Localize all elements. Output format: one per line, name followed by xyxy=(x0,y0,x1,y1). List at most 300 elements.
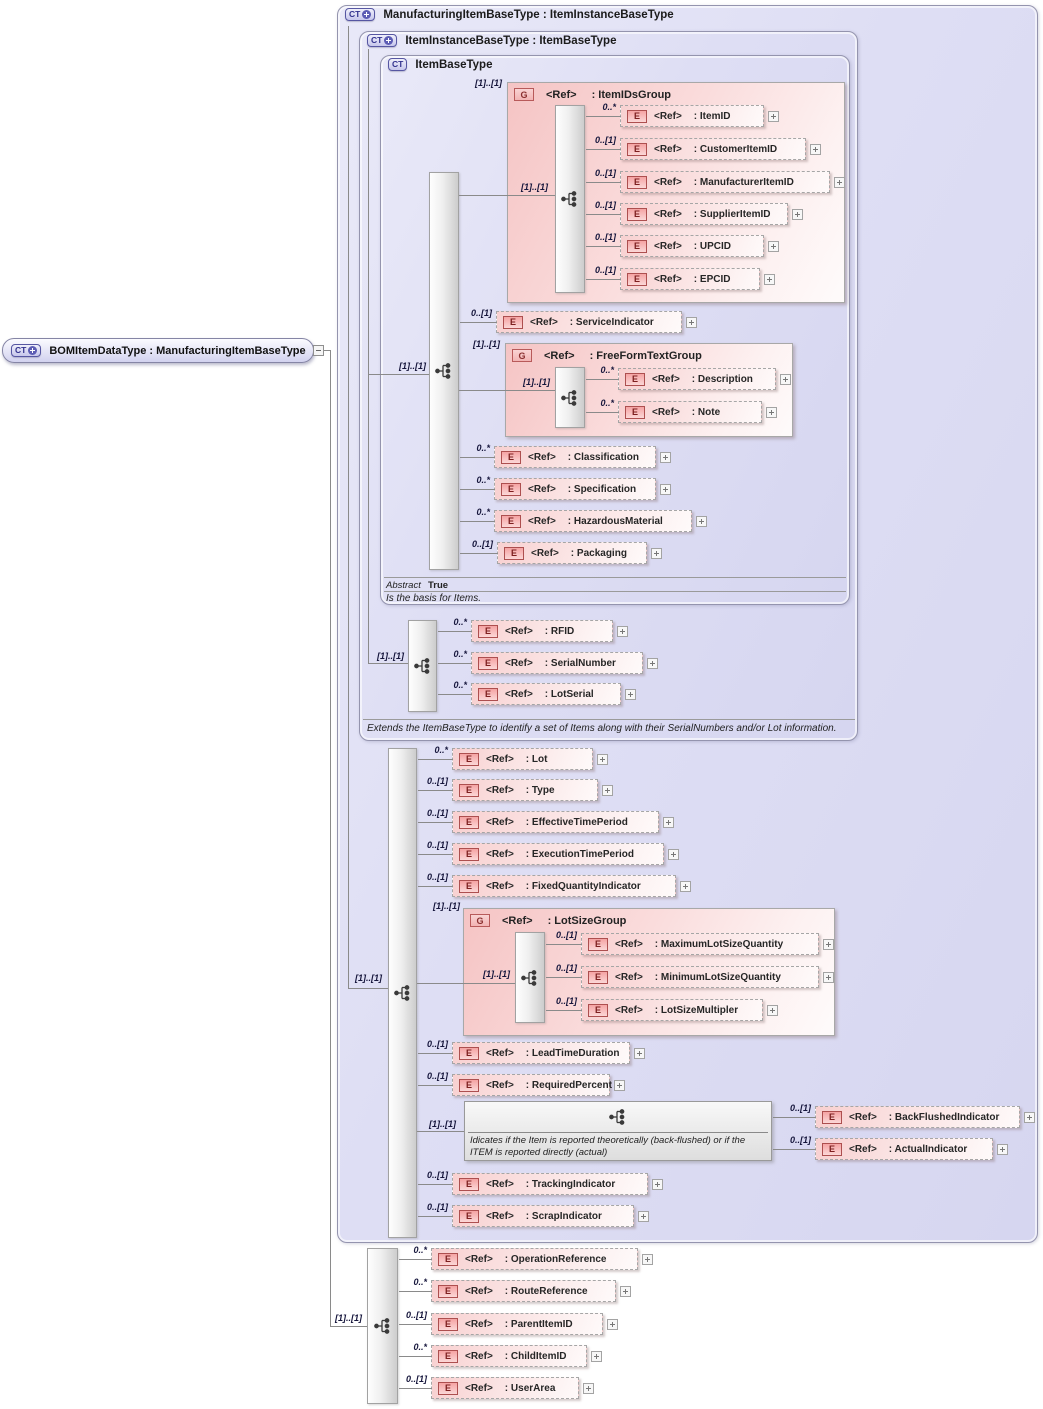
expand-icon[interactable] xyxy=(768,241,779,252)
ref-keyword: <Ref> xyxy=(528,451,556,463)
ref-keyword: <Ref> xyxy=(849,1143,877,1155)
connector-line xyxy=(460,521,495,522)
element-icon: E xyxy=(627,240,647,253)
cardinality-label: 0..* xyxy=(600,365,614,375)
sequence-compositor-bar[interactable] xyxy=(555,105,585,293)
cardinality-label: 0..* xyxy=(600,398,614,408)
element-label: : HazardousMaterial xyxy=(567,515,663,527)
element-node-minimumlotsizequantity[interactable] xyxy=(555,963,819,988)
cardinality-label: [1]..[1] xyxy=(433,901,460,911)
cardinality-label: 0..[1] xyxy=(471,539,493,549)
collapse-icon[interactable] xyxy=(313,345,324,356)
cardinality-label: [1]..[1] xyxy=(429,1119,456,1129)
group-header xyxy=(514,88,671,101)
connector-line xyxy=(418,759,453,760)
cardinality-label: 0..* xyxy=(413,1277,427,1287)
element-node-parentitemid[interactable] xyxy=(405,1310,603,1335)
cardinality-label: 0..* xyxy=(453,617,467,627)
ref-keyword: <Ref> xyxy=(849,1111,877,1123)
cardinality-label: 0..* xyxy=(602,102,616,112)
element-node-type[interactable] xyxy=(426,776,598,801)
expand-icon[interactable] xyxy=(766,407,777,418)
element-icon: E xyxy=(459,880,479,893)
element-label: : FixedQuantityIndicator xyxy=(525,880,641,892)
ref-keyword: <Ref> xyxy=(465,1318,493,1330)
element-label: : UserArea xyxy=(504,1382,556,1394)
element-label: : ManufacturerItemID xyxy=(693,176,794,188)
complextype-icon: CT xyxy=(11,344,41,357)
cardinality-label: [1]..[1] xyxy=(521,182,548,192)
element-node-lot[interactable] xyxy=(434,745,593,770)
element-node-routereference[interactable] xyxy=(413,1277,616,1302)
sequence-icon xyxy=(374,1318,392,1334)
element-node-requiredpercent[interactable] xyxy=(426,1071,612,1096)
element-node-leadtimeduration[interactable] xyxy=(426,1039,630,1064)
derived-plus-icon xyxy=(384,36,393,45)
expand-icon[interactable] xyxy=(602,785,613,796)
element-label: : Classification xyxy=(567,451,639,463)
connector-line xyxy=(348,988,388,989)
ref-keyword: <Ref> xyxy=(615,971,643,983)
element-node-itemid[interactable] xyxy=(602,102,764,127)
element-label: : EPCID xyxy=(693,273,731,285)
element-icon: E xyxy=(459,784,479,797)
element-label: : Note xyxy=(691,406,721,418)
group-label: : ItemIDsGroup xyxy=(591,88,672,101)
element-node-effectivetimeperiod[interactable] xyxy=(426,808,659,833)
cardinality-label: 0..[1] xyxy=(594,168,616,178)
ref-keyword: <Ref> xyxy=(486,753,514,765)
element-label: : RequiredPercent xyxy=(525,1079,612,1091)
connector-line xyxy=(586,116,621,117)
element-label: : ChildItemID xyxy=(504,1350,567,1362)
expand-icon[interactable] xyxy=(634,1048,645,1059)
connector-line xyxy=(438,694,472,695)
element-node-lotsizemultipler[interactable] xyxy=(555,996,763,1021)
element-icon: E xyxy=(478,625,498,638)
derived-plus-icon xyxy=(28,346,37,355)
element-node-lotserial[interactable] xyxy=(453,680,621,705)
connector-line xyxy=(399,1259,432,1260)
group-icon: G xyxy=(514,88,534,101)
ref-keyword: <Ref> xyxy=(486,848,514,860)
expand-icon[interactable] xyxy=(764,274,775,285)
element-icon: E xyxy=(627,176,647,189)
element-icon: E xyxy=(459,848,479,861)
ref-keyword: <Ref> xyxy=(486,784,514,796)
cardinality-label: 0..* xyxy=(476,507,490,517)
connector-line xyxy=(460,322,497,323)
connector-line xyxy=(586,182,621,183)
group-icon: G xyxy=(512,349,532,362)
element-icon: E xyxy=(459,1047,479,1060)
element-icon: E xyxy=(588,971,608,984)
type-header-itembasetype[interactable] xyxy=(388,58,492,71)
ref-keyword: <Ref> xyxy=(465,1350,493,1362)
element-icon: E xyxy=(459,1079,479,1092)
element-node-hazardousmaterial[interactable] xyxy=(476,507,692,532)
cardinality-label: [1]..[1] xyxy=(355,973,382,983)
sequence-icon xyxy=(435,363,453,379)
element-icon: E xyxy=(627,208,647,221)
expand-icon[interactable] xyxy=(668,849,679,860)
complextype-icon: CT xyxy=(345,8,375,21)
cardinality-label: 0..[1] xyxy=(426,1170,448,1180)
ref-keyword: <Ref> xyxy=(505,688,533,700)
element-icon: E xyxy=(459,1178,479,1191)
element-node-fixedquantityindicator[interactable] xyxy=(426,872,676,897)
element-label: : Packaging xyxy=(570,547,627,559)
ref-keyword: <Ref> xyxy=(486,1210,514,1222)
element-label: : RFID xyxy=(544,625,575,637)
element-node-packaging[interactable] xyxy=(471,539,647,564)
expand-icon[interactable] xyxy=(792,209,803,220)
element-icon: E xyxy=(625,373,645,386)
expand-icon[interactable] xyxy=(663,817,674,828)
cardinality-label: 0..[1] xyxy=(426,776,448,786)
element-icon: E xyxy=(588,1004,608,1017)
expand-icon[interactable] xyxy=(597,754,608,765)
ref-keyword: <Ref> xyxy=(465,1253,493,1265)
expand-icon[interactable] xyxy=(834,177,845,188)
element-icon: E xyxy=(438,1350,458,1363)
model-group-annotation-box[interactable] xyxy=(464,1101,772,1161)
element-icon: E xyxy=(627,110,647,123)
expand-icon[interactable] xyxy=(651,548,662,559)
element-icon: E xyxy=(459,753,479,766)
ref-keyword: <Ref> xyxy=(505,625,533,637)
group-header xyxy=(512,349,702,362)
ref-keyword: <Ref> xyxy=(486,1079,514,1091)
cardinality-label: 0..* xyxy=(413,1245,427,1255)
element-label: : ServiceIndicator xyxy=(569,316,654,328)
connector-line xyxy=(368,663,408,664)
connector-line xyxy=(418,1053,453,1054)
element-node-serviceindicator[interactable] xyxy=(470,308,682,333)
cardinality-label: 0..[1] xyxy=(405,1374,427,1384)
cardinality-label: [1]..[1] xyxy=(399,361,426,371)
element-label: : CustomerItemID xyxy=(693,143,778,155)
element-node-upcid[interactable] xyxy=(594,232,764,257)
root-type-node-bomitemdatatype[interactable] xyxy=(2,338,314,363)
type-header-iteminstancebasetype[interactable] xyxy=(367,34,616,47)
connector-line xyxy=(368,49,369,663)
element-icon: E xyxy=(438,1318,458,1331)
element-icon: E xyxy=(478,657,498,670)
connector-line xyxy=(418,1085,453,1086)
cardinality-label: [1]..[1] xyxy=(523,377,550,387)
sequence-icon xyxy=(465,1102,771,1132)
expand-icon[interactable] xyxy=(780,374,791,385)
connector-line xyxy=(330,350,331,1326)
connector-line xyxy=(586,246,621,247)
ref-keyword: <Ref> xyxy=(486,1178,514,1190)
ref-keyword: <Ref> xyxy=(652,406,680,418)
element-icon: E xyxy=(459,816,479,829)
complextype-icon: CT xyxy=(367,34,397,47)
element-label: : EffectiveTimePeriod xyxy=(525,816,628,828)
cardinality-label: 0..[1] xyxy=(594,135,616,145)
cardinality-label: 0..* xyxy=(476,443,490,453)
ref-keyword: <Ref> xyxy=(486,1047,514,1059)
element-icon: E xyxy=(822,1111,842,1124)
ref-keyword: <Ref> xyxy=(615,938,643,950)
cardinality-label: 0..[1] xyxy=(426,1039,448,1049)
cardinality-label: 0..[1] xyxy=(426,872,448,882)
ref-keyword: <Ref> xyxy=(652,373,680,385)
cardinality-label: 0..[1] xyxy=(789,1103,811,1113)
cardinality-label: 0..[1] xyxy=(470,308,492,318)
expand-icon[interactable] xyxy=(823,939,834,950)
element-icon: E xyxy=(501,451,521,464)
connector-line xyxy=(586,279,621,280)
ref-keyword: <Ref> xyxy=(528,483,556,495)
ref-keyword: <Ref> xyxy=(544,349,575,362)
expand-icon[interactable] xyxy=(686,317,697,328)
expand-icon[interactable] xyxy=(617,626,628,637)
connector-line xyxy=(418,822,453,823)
expand-icon[interactable] xyxy=(583,1383,594,1394)
sequence-compositor-bar[interactable] xyxy=(367,1248,398,1404)
element-icon: E xyxy=(459,1210,479,1223)
element-icon: E xyxy=(625,406,645,419)
group-label: : FreeFormTextGroup xyxy=(589,349,702,362)
element-node-description[interactable] xyxy=(600,365,776,390)
element-node-epcid[interactable] xyxy=(594,265,760,290)
documentation-text: Is the basis for Items. xyxy=(386,593,482,604)
element-label: : Lot xyxy=(525,753,548,765)
sequence-icon xyxy=(561,191,579,207)
cardinality-label: 0..* xyxy=(434,745,448,755)
expand-icon[interactable] xyxy=(823,972,834,983)
connector-line xyxy=(459,195,555,196)
expand-icon[interactable] xyxy=(660,452,671,463)
connector-line xyxy=(399,1324,432,1325)
element-node-serialnumber[interactable] xyxy=(453,649,643,674)
connector-line xyxy=(418,1184,453,1185)
connector-line xyxy=(546,944,582,945)
element-label: : ScrapIndicator xyxy=(525,1210,602,1222)
element-label: : ActualIndicator xyxy=(888,1143,968,1155)
ref-keyword: <Ref> xyxy=(654,273,682,285)
connector-line xyxy=(348,26,349,988)
element-label: : RouteReference xyxy=(504,1285,588,1297)
expand-icon[interactable] xyxy=(591,1351,602,1362)
element-label: : SerialNumber xyxy=(544,657,616,669)
sequence-icon xyxy=(521,970,539,986)
group-label: : LotSizeGroup xyxy=(547,914,627,927)
expand-icon[interactable] xyxy=(642,1254,653,1265)
ref-keyword: <Ref> xyxy=(502,914,533,927)
cardinality-label: 0..* xyxy=(453,680,467,690)
type-title: ItemInstanceBaseType : ItemBaseType xyxy=(405,34,617,47)
type-title: ItemBaseType xyxy=(415,58,493,71)
cardinality-label: [1]..[1] xyxy=(335,1313,362,1323)
connector-line xyxy=(418,886,453,887)
sequence-compositor-bar[interactable] xyxy=(429,172,459,570)
element-icon: E xyxy=(438,1285,458,1298)
connector-line xyxy=(460,489,495,490)
element-node-childitemid[interactable] xyxy=(413,1342,587,1367)
element-icon: E xyxy=(504,547,524,560)
cardinality-label: 0..[1] xyxy=(594,265,616,275)
ref-keyword: <Ref> xyxy=(505,657,533,669)
element-node-specification[interactable] xyxy=(476,475,656,500)
connector-line xyxy=(330,1326,367,1327)
sequence-compositor-bar[interactable] xyxy=(388,748,417,1238)
element-icon: E xyxy=(627,273,647,286)
type-title: BOMItemDataType : ManufacturingItemBaseType xyxy=(49,344,306,357)
ref-keyword: <Ref> xyxy=(531,547,559,559)
connector-line xyxy=(438,663,472,664)
cardinality-label: [1]..[1] xyxy=(377,651,404,661)
cardinality-label: 0..[1] xyxy=(405,1310,427,1320)
connector-line xyxy=(460,553,498,554)
connector-line xyxy=(368,374,429,375)
element-node-customeritemid[interactable] xyxy=(594,135,806,160)
element-icon: E xyxy=(501,515,521,528)
connector-line xyxy=(586,379,619,380)
ref-keyword: <Ref> xyxy=(654,208,682,220)
cardinality-label: 0..[1] xyxy=(555,930,577,940)
expand-icon[interactable] xyxy=(614,1080,625,1091)
ref-keyword: <Ref> xyxy=(654,110,682,122)
cardinality-label: 0..[1] xyxy=(789,1135,811,1145)
ref-keyword: <Ref> xyxy=(654,143,682,155)
expand-icon[interactable] xyxy=(680,881,691,892)
element-icon: E xyxy=(478,688,498,701)
expand-icon[interactable] xyxy=(810,144,821,155)
documentation-text: Extends the ItemBaseType to identify a set of Items along with their SerialNumbers and/or Lot information. xyxy=(367,723,837,734)
element-node-backflushedindicator[interactable] xyxy=(789,1103,1020,1128)
element-label: : UPCID xyxy=(693,240,732,252)
element-label: : Type xyxy=(525,784,555,796)
cardinality-label: 0..[1] xyxy=(426,840,448,850)
derived-plus-icon xyxy=(362,10,371,19)
cardinality-label: 0..[1] xyxy=(555,963,577,973)
cardinality-label: 0..* xyxy=(476,475,490,485)
expand-icon[interactable] xyxy=(997,1144,1008,1155)
cardinality-label: 0..[1] xyxy=(426,808,448,818)
connector-line xyxy=(438,631,472,632)
connector-line xyxy=(586,214,621,215)
element-label: : LeadTimeDuration xyxy=(525,1047,620,1059)
connector-line xyxy=(586,412,619,413)
sequence-compositor-bar[interactable] xyxy=(555,367,585,428)
element-icon: E xyxy=(503,316,523,329)
ref-keyword: <Ref> xyxy=(486,816,514,828)
element-node-executiontimeperiod[interactable] xyxy=(426,840,664,865)
element-label: : ItemID xyxy=(693,110,731,122)
element-label: : TrackingIndicator xyxy=(525,1178,616,1190)
expand-icon[interactable] xyxy=(625,689,636,700)
sequence-compositor-bar[interactable] xyxy=(515,932,545,1023)
expand-icon[interactable] xyxy=(768,111,779,122)
sequence-icon xyxy=(394,985,412,1001)
sequence-icon xyxy=(561,390,579,406)
element-node-manufactureritemid[interactable] xyxy=(594,168,830,193)
element-label: : SupplierItemID xyxy=(693,208,771,220)
sequence-icon xyxy=(414,658,432,674)
complextype-icon: CT xyxy=(388,58,407,71)
expand-icon[interactable] xyxy=(660,484,671,495)
ref-keyword: <Ref> xyxy=(465,1382,493,1394)
element-node-userarea[interactable] xyxy=(405,1374,579,1399)
element-label: : LotSerial xyxy=(544,688,594,700)
type-header-manufacturingitembasetype[interactable] xyxy=(345,8,674,21)
group-icon: G xyxy=(470,914,490,927)
connector-line xyxy=(546,977,582,978)
element-icon: E xyxy=(501,483,521,496)
connector-line xyxy=(586,149,621,150)
element-label: : MinimumLotSizeQuantity xyxy=(654,971,781,983)
expand-icon[interactable] xyxy=(647,658,658,669)
divider xyxy=(363,719,855,720)
element-icon: E xyxy=(438,1382,458,1395)
element-node-trackingindicator[interactable] xyxy=(426,1170,648,1195)
element-node-operationreference[interactable] xyxy=(413,1245,638,1270)
element-node-actualindicator[interactable] xyxy=(789,1135,993,1160)
expand-icon[interactable] xyxy=(652,1179,663,1190)
element-label: : MaximumLotSizeQuantity xyxy=(654,938,784,950)
cardinality-label: 0..[1] xyxy=(426,1202,448,1212)
sequence-compositor-bar[interactable] xyxy=(408,620,437,712)
group-header xyxy=(470,914,626,927)
element-node-scrapindicator[interactable] xyxy=(426,1202,634,1227)
annotation-text: Idicates if the Item is reported theoretically (back-flushed) or if the ITEM is reported directly (actual) xyxy=(470,1135,746,1158)
ref-keyword: <Ref> xyxy=(486,880,514,892)
cardinality-label: 0..[1] xyxy=(426,1071,448,1081)
element-node-maximumlotsizequantity[interactable] xyxy=(555,930,819,955)
element-label: : LotSizeMultipler xyxy=(654,1004,739,1016)
element-icon: E xyxy=(627,143,647,156)
connector-line xyxy=(399,1356,432,1357)
ref-keyword: <Ref> xyxy=(530,316,558,328)
expand-icon[interactable] xyxy=(607,1319,618,1330)
element-node-supplieritemid[interactable] xyxy=(594,200,788,225)
divider xyxy=(384,577,846,578)
connector-line xyxy=(546,1010,582,1011)
element-label: : OperationReference xyxy=(504,1253,607,1265)
expand-icon[interactable] xyxy=(696,516,707,527)
cardinality-label: 0..[1] xyxy=(594,200,616,210)
ref-keyword: <Ref> xyxy=(465,1285,493,1297)
ref-keyword: <Ref> xyxy=(654,240,682,252)
connector-line xyxy=(418,854,453,855)
cardinality-label: 0..* xyxy=(453,649,467,659)
ref-keyword: <Ref> xyxy=(546,88,577,101)
connector-line xyxy=(399,1291,432,1292)
cardinality-label: 0..* xyxy=(413,1342,427,1352)
expand-icon[interactable] xyxy=(638,1211,649,1222)
connector-line xyxy=(418,1216,453,1217)
element-node-classification[interactable] xyxy=(476,443,656,468)
element-label: : ParentItemID xyxy=(504,1318,573,1330)
expand-icon[interactable] xyxy=(767,1005,778,1016)
element-label: : BackFlushedIndicator xyxy=(888,1111,1000,1123)
element-icon: E xyxy=(438,1253,458,1266)
element-node-rfid[interactable] xyxy=(453,617,613,642)
element-node-note[interactable] xyxy=(600,398,762,423)
expand-icon[interactable] xyxy=(1024,1112,1035,1123)
abstract-value: True xyxy=(428,580,449,591)
cardinality-label: [1]..[1] xyxy=(473,339,500,349)
expand-icon[interactable] xyxy=(620,1286,631,1297)
element-label: : Description xyxy=(691,373,753,385)
connector-line xyxy=(460,457,495,458)
abstract-label: Abstract xyxy=(386,580,421,591)
divider xyxy=(384,591,846,592)
